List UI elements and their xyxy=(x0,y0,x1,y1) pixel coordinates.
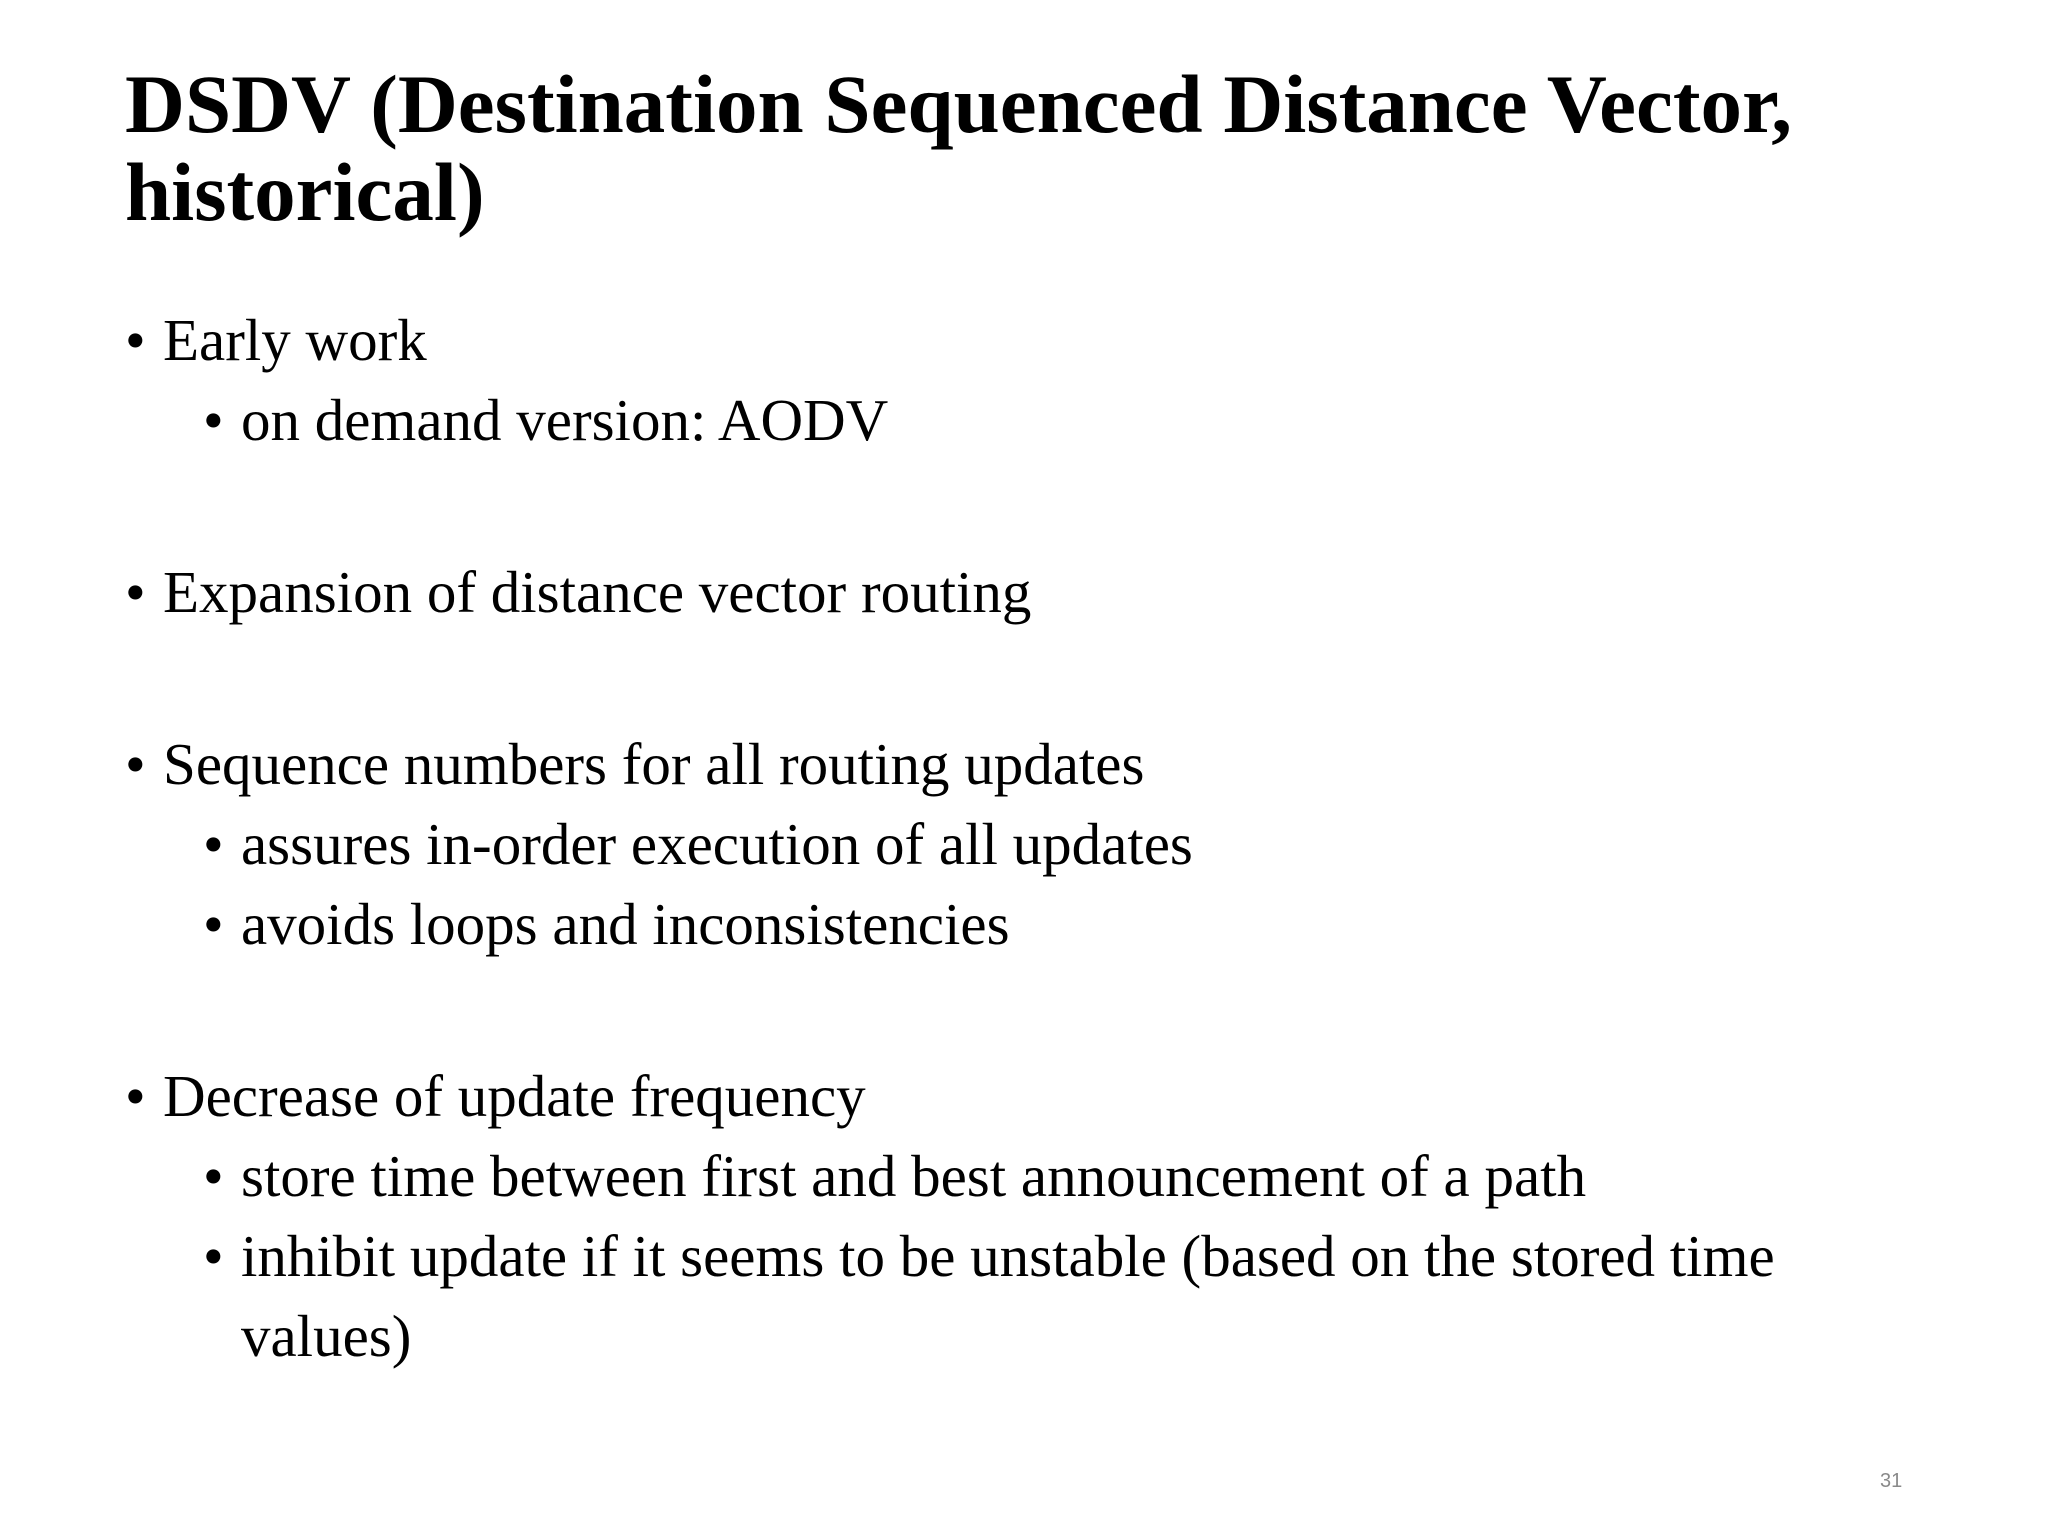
bullet-item xyxy=(125,724,1925,804)
bullet-text: Early work xyxy=(163,307,427,373)
bullet-item xyxy=(125,300,1925,380)
sub-bullet-item xyxy=(203,1136,1925,1216)
sub-bullet-item xyxy=(203,1216,1925,1376)
sub-bullet-item xyxy=(203,804,1925,884)
bullet-item xyxy=(125,1056,1925,1136)
bullet-group xyxy=(125,300,1925,460)
page-number: 31 xyxy=(1880,1470,1903,1492)
bullet-dot-icon: • xyxy=(125,731,146,797)
bullet-dot-icon: • xyxy=(203,811,224,877)
bullet-dot-icon: • xyxy=(125,559,146,625)
sub-bullet-list xyxy=(125,380,1925,460)
sub-bullet-text: store time between first and best announcement of a path xyxy=(241,1143,1587,1209)
bullet-group xyxy=(125,724,1925,964)
bullet-group xyxy=(125,552,1925,632)
bullet-dot-icon: • xyxy=(203,891,224,957)
bullet-group xyxy=(125,1056,1925,1376)
sub-bullet-text: avoids loops and inconsistencies xyxy=(241,891,1010,957)
sub-bullet-text: on demand version: AODV xyxy=(241,387,889,453)
sub-bullet-list xyxy=(125,804,1925,964)
bullet-dot-icon: • xyxy=(203,387,224,453)
sub-bullet-item xyxy=(203,884,1925,964)
sub-bullet-item xyxy=(203,380,1925,460)
bullet-dot-icon: • xyxy=(125,307,146,373)
sub-bullet-list xyxy=(125,1136,1925,1376)
bullet-text: Sequence numbers for all routing updates xyxy=(163,731,1145,797)
bullet-dot-icon: • xyxy=(203,1223,224,1289)
sub-bullet-text: inhibit update if it seems to be unstable (based on the stored time values) xyxy=(241,1223,1775,1369)
slide-title: DSDV (Destination Sequenced Distance Vector, historical) xyxy=(125,58,1792,238)
bullet-text: Expansion of distance vector routing xyxy=(163,559,1032,625)
bullet-dot-icon: • xyxy=(203,1143,224,1209)
bullet-dot-icon: • xyxy=(125,1063,146,1129)
bullet-item xyxy=(125,552,1925,632)
sub-bullet-text: assures in-order execution of all updates xyxy=(241,811,1193,877)
bullet-list xyxy=(125,300,1925,1376)
bullet-text: Decrease of update frequency xyxy=(163,1063,866,1129)
